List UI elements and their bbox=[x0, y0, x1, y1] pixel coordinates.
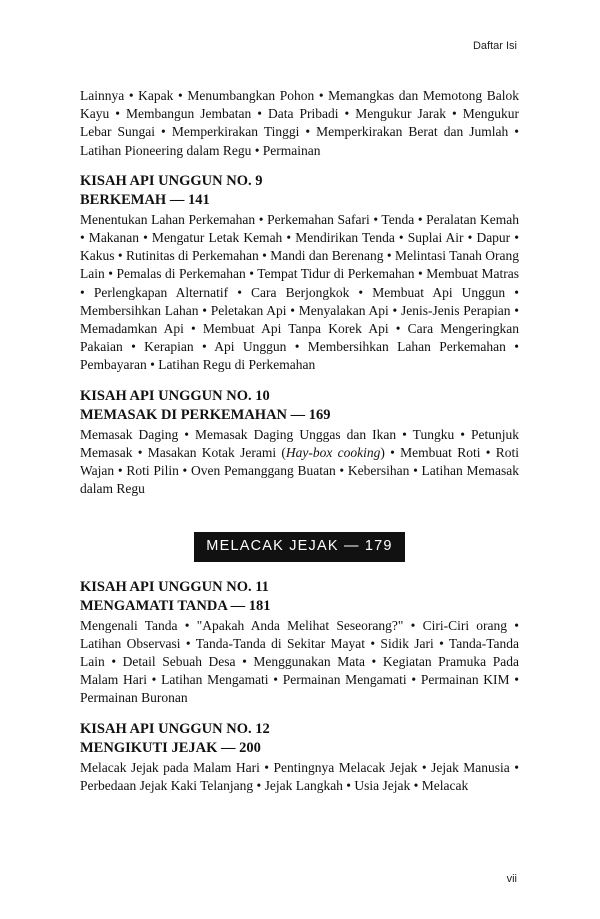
chapter-11-number: KISAH API UNGGUN NO. 11 bbox=[80, 578, 269, 595]
chapter-12-number: KISAH API UNGGUN NO. 12 bbox=[80, 720, 270, 737]
intro-paragraph: Lainnya • Kapak • Menumbangkan Pohon • Memangkas dan Memotong Balok Kayu • Membangun Jembatan • Data Pribadi • Mengukur Jarak • Mengukur Lebar Sungai • Memperkirakan Tinggi • Memperkirakan Berat dan Jumlah • Latihan Pioneering dalam Regu • Permainan bbox=[80, 88, 519, 158]
chapter-10-topics-a: Memasak Daging • Memasak Daging Unggas dan Ikan • Tungku • Petunjuk Memasak • Masakan Kotak Jerami ( bbox=[80, 426, 519, 460]
chapter-10-title: MEMASAK DI PERKEMAHAN — 169 bbox=[80, 407, 331, 424]
chapter-10-topics-b: ) • Membuat Roti • Roti Wajan • Roti Pilin • Oven Pemanggang Buatan • Kebersihan • Latihan Memasak dalam Regu bbox=[80, 444, 520, 497]
chapter-10-topics bbox=[80, 426, 519, 499]
chapter-11-title: MENGAMATI TANDA — 181 bbox=[80, 598, 271, 615]
chapter-11 bbox=[80, 578, 519, 708]
running-header: Daftar Isi bbox=[472, 40, 517, 52]
chapter-9-title: BERKEMAH — 141 bbox=[80, 192, 210, 209]
chapter-9 bbox=[80, 172, 519, 375]
chapter-12-title: MENGIKUTI JEJAK — 200 bbox=[80, 740, 261, 757]
chapter-10-number: KISAH API UNGGUN NO. 10 bbox=[80, 387, 270, 404]
chapter-10-topics-italic: Hay-box cooking bbox=[285, 444, 381, 460]
chapter-12 bbox=[80, 720, 519, 795]
page-number: vii bbox=[506, 873, 517, 885]
chapter-9-number: KISAH API UNGGUN NO. 9 bbox=[80, 172, 263, 189]
part-banner-label: MELACAK JEJAK — 179 bbox=[194, 532, 404, 561]
chapter-9-topics: Menentukan Lahan Perkemahan • Perkemahan Safari • Tenda • Peralatan Kemah • Makanan • Mengatur Letak Kemah • Mendirikan Tenda • Suplai Air • Dapur • Kakus • Rutinitas di Perkemahan • Mandi dan Berenang • Melintasi Tanah Orang Lain • Pemalas di Perkemahan • Tempat Tidur di Perkemahan • Membuat Matras • Perlengkapan Alternatif • Cara Berjongkok • Membuat Api Unggun • Membersihkan Lahan • Peletakan Api • Menyalakan Api • Jenis-Jenis Perapian • Memadamkan Api • Membuat Api Tanpa Korek Api • Cara Mengeringkan Pakaian • Kerapian • Api Unggun • Membersihkan Lahan Perkemahan • Pembayaran • Latihan Regu di Perkemahan bbox=[80, 211, 519, 373]
chapter-11-topics: Mengenali Tanda • "Apakah Anda Melihat Seseorang?" • Ciri-Ciri orang • Latihan Observasi • Tanda-Tanda di Sekitar Mayat • Sidik Jari • Tanda-Tanda Lain • Detail Sebuah Desa • Menggunakan Mata • Kegiatan Pramuka Pada Malam Hari • Latihan Mengamati • Permainan Mengamati • Permainan KIM • Permainan Buronan bbox=[80, 617, 519, 706]
part-banner bbox=[80, 532, 519, 561]
chapter-10 bbox=[80, 387, 519, 499]
chapter-12-topics: Melacak Jejak pada Malam Hari • Pentingnya Melacak Jejak • Jejak Manusia • Perbedaan Jejak Kaki Telanjang • Jejak Langkah • Usia Jejak • Melacak bbox=[80, 759, 519, 793]
toc-content bbox=[80, 87, 519, 795]
